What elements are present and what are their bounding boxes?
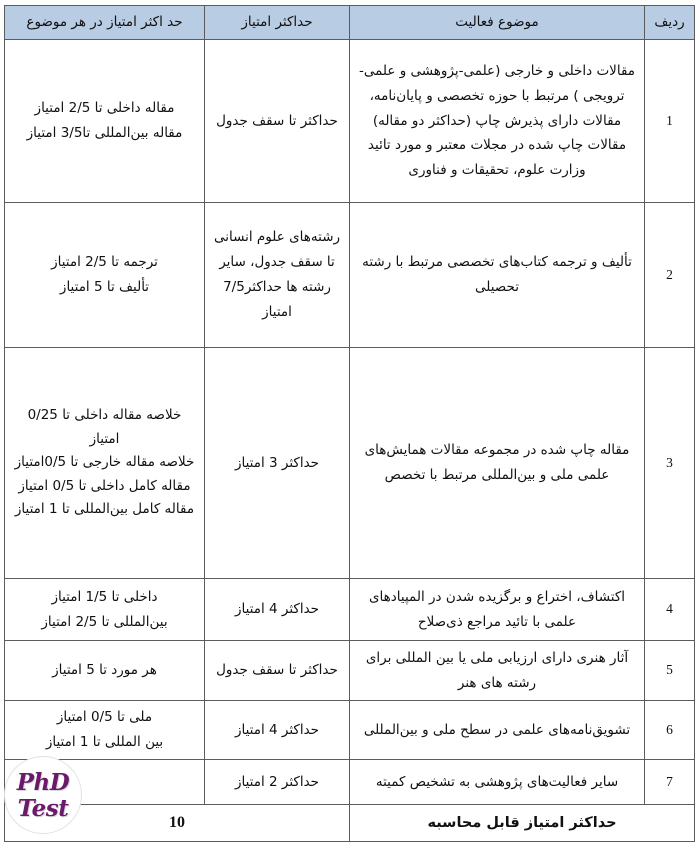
row-subject: تألیف و ترجمه کتاب‌های تخصصی مرتبط با رشته تحصیلی bbox=[350, 203, 645, 348]
header-max-score: حداکثر امتیاز bbox=[205, 6, 350, 40]
row-max-score: حداکثر تا سقف جدول bbox=[205, 641, 350, 701]
row-max-score: رشته‌های علوم انسانی تا سقف جدول، سایر رشته ها حداکثر7/5 امتیاز bbox=[205, 203, 350, 348]
row-max-score: حداکثر تا سقف جدول bbox=[205, 40, 350, 203]
row-subject: آثار هنری دارای ارزیابی ملی یا بین المللی برای رشته های هنر bbox=[350, 641, 645, 701]
table-row bbox=[5, 641, 695, 701]
row-subject: تشویق‌نامه‌های علمی در سطح ملی و بین‌المللی bbox=[350, 701, 645, 760]
row-max-per-subject: مقاله داخلی تا 2/5 امتیاز مقاله بین‌المللی تا3/5 امتیاز bbox=[5, 40, 205, 203]
table-body bbox=[5, 40, 695, 842]
row-max-score: حداکثر 4 امتیاز bbox=[205, 701, 350, 760]
footer-total-value: 10 bbox=[5, 805, 350, 842]
research-score-table bbox=[4, 5, 695, 842]
row-number: 2 bbox=[645, 203, 695, 348]
footer-total-label: حداکثر امتیاز قابل محاسبه bbox=[350, 805, 695, 842]
row-max-score: حداکثر 3 امتیاز bbox=[205, 348, 350, 579]
row-max-score: حداکثر 4 امتیاز bbox=[205, 579, 350, 641]
row-subject: اکتشاف، اختراع و برگزیده شدن در المپیادهای علمی با تائید مراجع ذی‌صلاح bbox=[350, 579, 645, 641]
table-row bbox=[5, 348, 695, 579]
row-max-per-subject bbox=[5, 760, 205, 805]
table-row bbox=[5, 579, 695, 641]
table-footer-row bbox=[5, 805, 695, 842]
table-row bbox=[5, 760, 695, 805]
row-max-per-subject: داخلی تا 1/5 امتیاز بین‌المللی تا 2/5 امتیاز bbox=[5, 579, 205, 641]
row-number: 4 bbox=[645, 579, 695, 641]
table-row bbox=[5, 701, 695, 760]
row-subject: مقاله چاپ شده در مجموعه مقالات همایش‌های علمی ملی و بین‌المللی مرتبط با تخصص bbox=[350, 348, 645, 579]
watermark-line-1: PhD bbox=[16, 768, 70, 796]
row-number: 1 bbox=[645, 40, 695, 203]
header-row-no: ردیف bbox=[645, 6, 695, 40]
row-number: 7 bbox=[645, 760, 695, 805]
row-max-per-subject: خلاصه مقاله داخلی تا 0/25 امتیاز خلاصه مقاله خارجی تا 0/5امتیاز مقاله کامل داخلی تا 0/5 امتیاز مقاله کامل بین‌المللی تا 1 امتیاز bbox=[5, 348, 205, 579]
row-subject: سایر فعالیت‌های پژوهشی به تشخیص کمیته bbox=[350, 760, 645, 805]
table-header-row bbox=[5, 6, 695, 40]
row-max-per-subject: ترجمه تا 2/5 امتیاز تألیف تا 5 امتیاز bbox=[5, 203, 205, 348]
watermark-line-2: Test bbox=[17, 794, 69, 822]
row-number: 3 bbox=[645, 348, 695, 579]
table-header bbox=[5, 6, 695, 40]
header-max-per-subject: حد اکثر امتیاز در هر موضوع bbox=[5, 6, 205, 40]
header-activity-subject: موضوع فعالیت bbox=[350, 6, 645, 40]
table-row bbox=[5, 203, 695, 348]
row-number: 5 bbox=[645, 641, 695, 701]
row-subject: مقالات داخلی و خارجی (علمی-پژوهشی و علمی- ترویجی ) مرتبط با حوزه تخصصی و پایان‌نامه، مقالات دارای پذیرش چاپ (حداکثر دو مقاله) مقالات چاپ شده در مجلات معتبر و مورد تائید وزارت علوم، تحقیقات و فناوری bbox=[350, 40, 645, 203]
row-max-score: حداکثر 2 امتیاز bbox=[205, 760, 350, 805]
row-number: 6 bbox=[645, 701, 695, 760]
row-max-per-subject: ملی تا 0/5 امتیاز بین المللی تا 1 امتیاز bbox=[5, 701, 205, 760]
row-max-per-subject: هر مورد تا 5 امتیاز bbox=[5, 641, 205, 701]
table-row bbox=[5, 40, 695, 203]
